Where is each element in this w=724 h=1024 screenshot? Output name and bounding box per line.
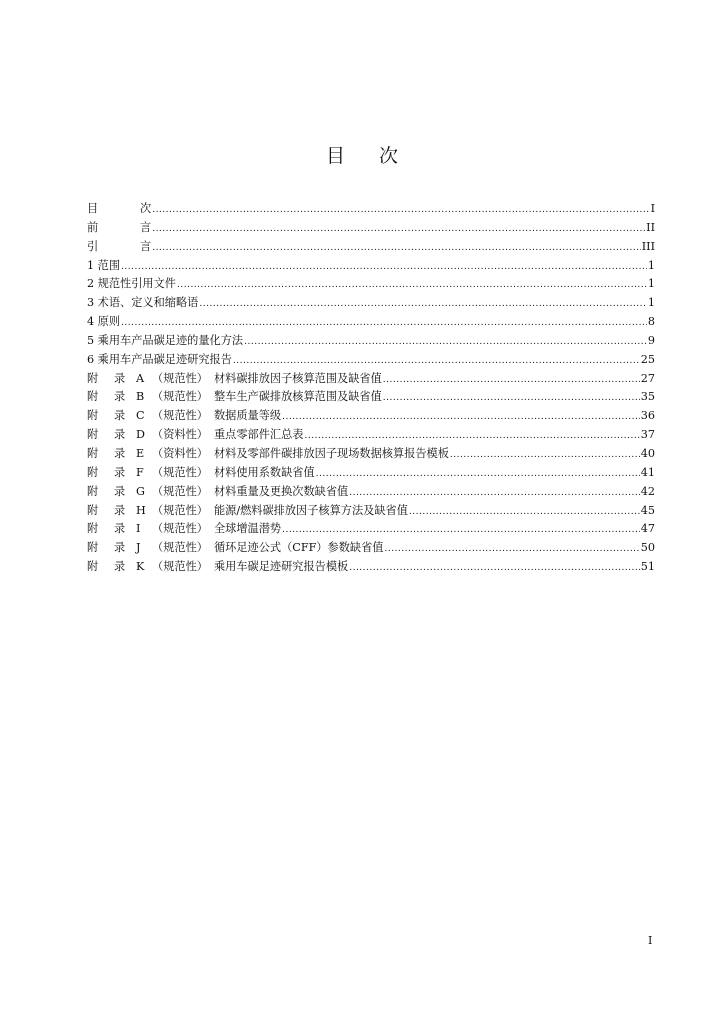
- toc-entry-text: 3 术语、定义和缩略语: [87, 296, 199, 310]
- annex-letter: H: [136, 503, 146, 517]
- toc-entry-label: [87, 200, 151, 216]
- annex-title: 循环足迹公式（CFF）参数缺省值: [213, 541, 384, 555]
- toc-page-number: I: [650, 202, 655, 215]
- toc-entry[interactable]: [87, 445, 655, 464]
- annex-letter: J: [136, 541, 141, 555]
- annex-word1: 附: [87, 560, 99, 574]
- annex-word2: 录: [114, 446, 126, 460]
- annex-type: （规范性）: [152, 541, 208, 555]
- toc-entry-text: 4 原则: [87, 315, 121, 329]
- dot-leader: [233, 353, 640, 366]
- annex-word1: 附: [87, 503, 99, 517]
- annex-letter: F: [136, 465, 144, 479]
- annex-type: （规范性）: [152, 390, 208, 404]
- toc-entry-label: [87, 257, 120, 273]
- toc-page-number: 47: [640, 522, 655, 536]
- annex-title: 数据质量等级: [213, 409, 282, 423]
- annex-type: （规范性）: [152, 522, 208, 536]
- toc-entry-label: [87, 370, 382, 386]
- toc-entry-text: 6 乘用车产品碳足迹研究报告: [87, 352, 232, 366]
- toc-entry-text: 5 乘用车产品碳足迹的量化方法: [87, 333, 244, 347]
- annex-type: （规范性）: [152, 371, 208, 385]
- toc-entry-char2: 言: [140, 239, 152, 253]
- toc-entry[interactable]: [87, 388, 655, 407]
- toc-entry-label: [87, 539, 383, 555]
- annex-word2: 录: [114, 541, 126, 555]
- toc-entry-label: [87, 502, 408, 518]
- annex-word1: 附: [87, 541, 99, 555]
- toc-page-number: 1: [647, 277, 655, 291]
- annex-word1: 附: [87, 409, 99, 423]
- page-title-part1: 目: [325, 145, 345, 167]
- toc-entry-label: [87, 275, 176, 291]
- toc-page-number: III: [641, 239, 655, 253]
- annex-letter: B: [136, 390, 145, 404]
- annex-word2: 录: [114, 560, 126, 574]
- toc-entry[interactable]: [87, 219, 655, 238]
- dot-leader: [282, 409, 640, 422]
- page-title-part2: 次: [379, 145, 399, 167]
- dot-leader: [349, 560, 640, 573]
- dot-leader: [304, 428, 639, 441]
- annex-title: 材料碳排放因子核算范围及缺省值: [213, 371, 382, 385]
- toc-page-number: 51: [640, 560, 655, 574]
- annex-word2: 录: [114, 522, 126, 536]
- annex-letter: E: [136, 446, 145, 460]
- toc-entry[interactable]: [87, 200, 655, 219]
- toc-entry-label: [87, 520, 281, 536]
- annex-type: （资料性）: [152, 428, 208, 442]
- toc-entry-char1: 前: [87, 220, 99, 234]
- annex-title: 全球增温潜势: [213, 522, 282, 536]
- annex-title: 重点零部件汇总表: [213, 428, 304, 442]
- dot-leader: [121, 315, 647, 328]
- toc-entry[interactable]: [87, 370, 655, 389]
- toc-entry-label: [87, 407, 281, 423]
- annex-letter: K: [136, 560, 145, 574]
- toc-entry-label: [87, 464, 315, 480]
- toc-page-number: 42: [640, 484, 655, 498]
- toc-entry[interactable]: [87, 275, 655, 294]
- table-of-contents: [87, 200, 655, 577]
- annex-word1: 附: [87, 446, 99, 460]
- annex-word2: 录: [114, 390, 126, 404]
- toc-page-number: 41: [640, 465, 655, 479]
- dot-leader: [450, 447, 640, 460]
- annex-word1: 附: [87, 522, 99, 536]
- annex-letter: D: [136, 428, 145, 442]
- annex-word2: 录: [114, 428, 126, 442]
- toc-page-number: 40: [640, 446, 655, 460]
- annex-word1: 附: [87, 465, 99, 479]
- dot-leader: [199, 296, 647, 309]
- toc-page-number: 25: [640, 352, 655, 366]
- annex-word2: 录: [114, 503, 126, 517]
- annex-type: （规范性）: [152, 560, 208, 574]
- dot-leader: [383, 372, 640, 385]
- annex-title: 乘用车碳足迹研究报告模板: [213, 560, 349, 574]
- toc-entry-label: [87, 426, 303, 442]
- dot-leader: [244, 334, 647, 347]
- annex-title: 整车生产碳排放核算范围及缺省值: [213, 390, 382, 404]
- annex-title: 材料使用系数缺省值: [213, 465, 315, 479]
- dot-leader: [349, 485, 640, 498]
- annex-letter: I: [136, 522, 141, 536]
- page-number: I: [648, 934, 653, 947]
- toc-page-number: 36: [640, 409, 655, 423]
- toc-page-number: 35: [640, 390, 655, 404]
- toc-entry-label: [87, 313, 120, 329]
- toc-entry[interactable]: [87, 464, 655, 483]
- toc-page-number: 37: [640, 428, 655, 442]
- toc-entry-label: [87, 332, 243, 348]
- toc-page-number: 1: [647, 258, 655, 272]
- annex-letter: A: [136, 371, 145, 385]
- toc-entry[interactable]: [87, 539, 655, 558]
- toc-entry[interactable]: [87, 294, 655, 313]
- toc-entry[interactable]: [87, 520, 655, 539]
- toc-entry[interactable]: [87, 351, 655, 370]
- toc-page-number: II: [646, 220, 655, 234]
- toc-entry[interactable]: [87, 502, 655, 521]
- dot-leader: [384, 541, 639, 554]
- dot-leader: [383, 390, 640, 403]
- dot-leader: [177, 277, 647, 290]
- annex-type: （规范性）: [152, 465, 208, 479]
- toc-entry-label: [87, 445, 449, 461]
- annex-letter: C: [136, 409, 145, 423]
- toc-entry-label: [87, 483, 348, 499]
- dot-leader: [409, 504, 640, 517]
- dot-leader: [121, 259, 647, 272]
- toc-entry[interactable]: [87, 257, 655, 276]
- annex-word2: 录: [114, 484, 126, 498]
- toc-entry[interactable]: [87, 426, 655, 445]
- toc-page-number: 27: [640, 371, 655, 385]
- toc-entry-label: [87, 294, 198, 310]
- dot-leader: [152, 202, 649, 215]
- annex-type: （规范性）: [152, 484, 208, 498]
- annex-type: （资料性）: [152, 446, 208, 460]
- toc-entry[interactable]: [87, 483, 655, 502]
- dot-leader: [152, 221, 645, 234]
- toc-entry-char2: 次: [140, 202, 152, 215]
- toc-entry-label: [87, 558, 348, 574]
- toc-page-number: 50: [640, 541, 655, 555]
- toc-entry-label: [87, 219, 151, 235]
- annex-letter: G: [136, 484, 145, 498]
- annex-word2: 录: [114, 409, 126, 423]
- toc-entry[interactable]: [87, 332, 655, 351]
- toc-entry[interactable]: [87, 407, 655, 426]
- page-title: [0, 141, 724, 168]
- dot-leader: [282, 522, 640, 535]
- annex-word1: 附: [87, 428, 99, 442]
- toc-entry-char1: 目: [87, 202, 99, 215]
- toc-page-number: 45: [640, 503, 655, 517]
- toc-page-number: 1: [647, 296, 655, 310]
- annex-word1: 附: [87, 390, 99, 404]
- toc-entry[interactable]: [87, 313, 655, 332]
- toc-entry-label: [87, 388, 382, 404]
- annex-type: （规范性）: [152, 409, 208, 423]
- annex-title: 能源/燃料碳排放因子核算方法及缺省值: [213, 503, 408, 517]
- toc-entry-char2: 言: [140, 220, 152, 234]
- toc-page-number: 9: [647, 333, 655, 347]
- annex-word2: 录: [114, 371, 126, 385]
- toc-entry[interactable]: [87, 238, 655, 257]
- annex-title: 材料重量及更换次数缺省值: [213, 484, 349, 498]
- toc-entry-text: 2 规范性引用文件: [87, 277, 176, 291]
- annex-title: 材料及零部件碳排放因子现场数据核算报告模板: [213, 446, 449, 460]
- annex-word1: 附: [87, 371, 99, 385]
- toc-entry-label: [87, 238, 151, 254]
- toc-page-number: 8: [647, 315, 655, 329]
- annex-word2: 录: [114, 465, 126, 479]
- dot-leader: [316, 466, 640, 479]
- toc-entry-label: [87, 351, 232, 367]
- toc-entry[interactable]: [87, 558, 655, 577]
- toc-entry-char1: 引: [87, 239, 99, 253]
- annex-type: （规范性）: [152, 503, 208, 517]
- dot-leader: [152, 240, 641, 253]
- annex-word1: 附: [87, 484, 99, 498]
- toc-entry-text: 1 范围: [87, 258, 121, 272]
